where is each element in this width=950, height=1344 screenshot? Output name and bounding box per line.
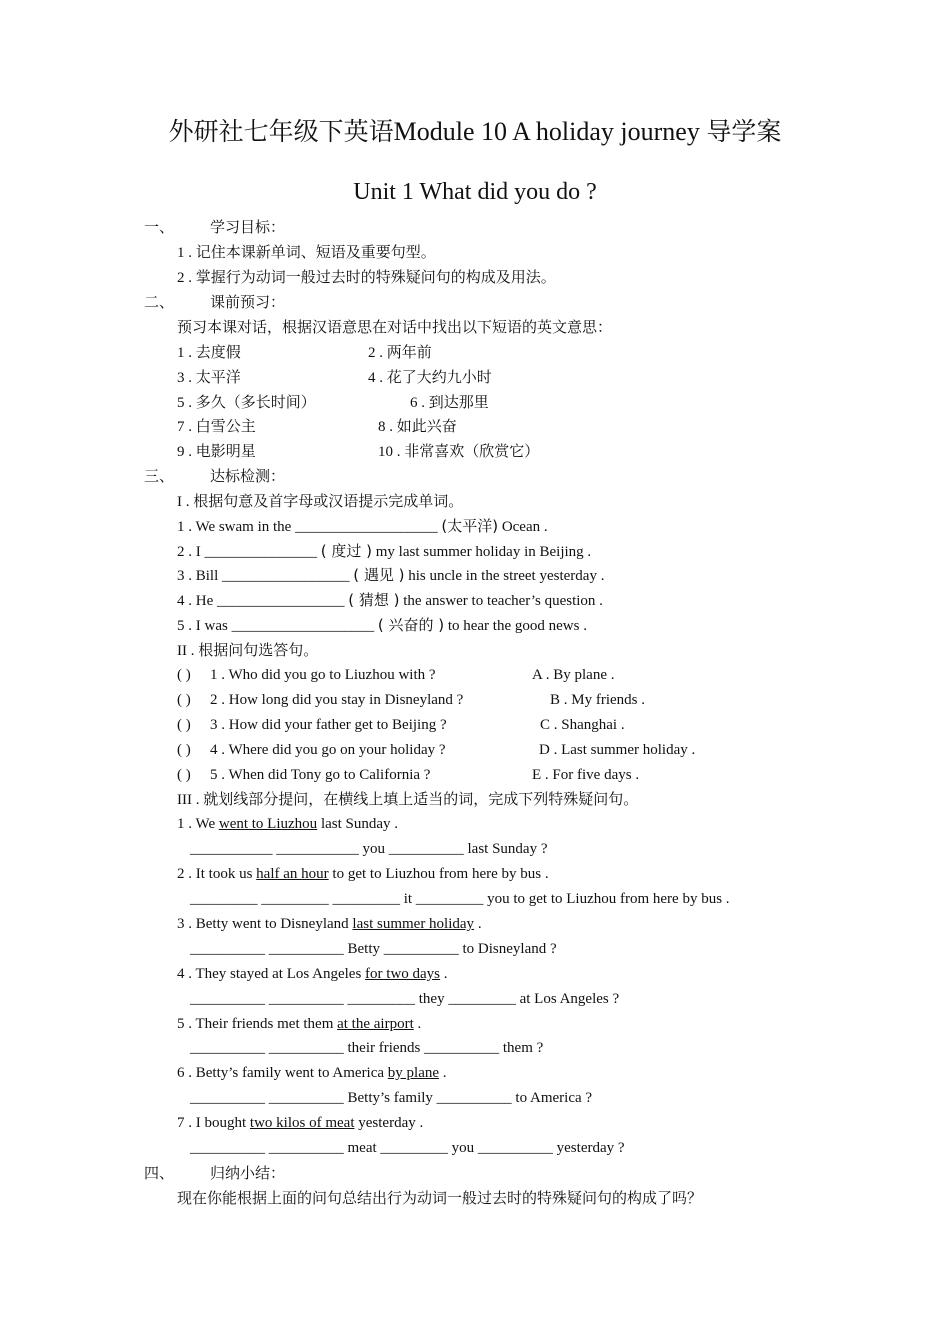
preview-item: 9 . 电影明星 (177, 442, 256, 460)
preview-item: 5 . 多久（多长时间） (177, 393, 316, 411)
rewrite-blank-line: __________ __________ meat _________ you __________ yesterday ? (190, 1140, 625, 1156)
fill-word-item: 5 . I was ___________________ ( 兴奋的 ) to hear the good news . (177, 616, 587, 634)
answer-paren: ( ) (177, 767, 191, 783)
rewrite-blank-line: __________ __________ _________ they _________ at Los Angeles ? (190, 991, 620, 1007)
part2-heading: II . 根据问句选答句。 (177, 641, 319, 659)
section-heading-summary: 四、 归纳小结： (144, 1164, 286, 1182)
summary-question: 现在你能根据上面的问句总结出行为动词一般过去时的特殊疑问句的构成了吗？ (177, 1189, 703, 1207)
title-english: Module 10 A holiday journey (393, 117, 700, 146)
part1-heading: I . 根据句意及首字母或汉语提示完成单词。 (177, 492, 464, 510)
rewrite-blank-line: ___________ ___________ you __________ last Sunday ? (190, 841, 548, 857)
answer-paren: ( ) (177, 742, 191, 758)
rewrite-sentence: 5 . Their friends met them at the airport . (177, 1016, 422, 1032)
match-answer: B . My friends . (550, 692, 645, 708)
match-item (0, 663, 950, 687)
preview-row (0, 340, 950, 364)
preview-item: 6 . 到达那里 (410, 393, 489, 411)
rewrite-blank-line: __________ __________ their friends __________ them ? (190, 1040, 544, 1056)
preview-instruction: 预习本课对话，根据汉语意思在对话中找出以下短语的英文意思： (177, 318, 613, 336)
fill-word-item: 4 . He _________________ ( 猜想 ) the answer to teacher’s question . (177, 591, 603, 609)
preview-item: 7 . 白雪公主 (177, 417, 256, 435)
match-item (0, 688, 950, 712)
unit-subtitle: Unit 1 What did you do ? (353, 179, 597, 205)
match-item (0, 738, 950, 762)
title-chinese-prefix: 外研社七年级下英语 (168, 117, 394, 146)
rewrite-sentence: 6 . Betty’s family went to America by plane . (177, 1065, 447, 1081)
preview-row (0, 390, 950, 414)
match-item (0, 763, 950, 787)
preview-item: 3 . 太平洋 (177, 368, 241, 386)
match-answer: A . By plane . (532, 667, 615, 683)
fill-word-item: 3 . Bill _________________ ( 遇见 ) his uncle in the street yesterday . (177, 566, 605, 584)
match-question: 5 . When did Tony go to California ? (210, 767, 431, 783)
match-answer: E . For five days . (532, 767, 640, 783)
rewrite-sentence: 4 . They stayed at Los Angeles for two days . (177, 966, 448, 982)
preview-item: 4 . 花了大约九小时 (368, 368, 492, 386)
rewrite-blank-line: __________ __________ Betty __________ to Disneyland ? (190, 941, 557, 957)
rewrite-blank-line: _________ _________ _________ it _________ you to get to Liuzhou from here by bus . (190, 891, 730, 907)
preview-item: 1 . 去度假 (177, 343, 241, 361)
rewrite-sentence: 2 . It took us half an hour to get to Liuzhou from here by bus . (177, 866, 549, 882)
preview-item: 8 . 如此兴奋 (378, 417, 457, 435)
rewrite-blank-line: __________ __________ Betty’s family __________ to America ? (190, 1090, 593, 1106)
match-answer: D . Last summer holiday . (539, 742, 696, 758)
preview-row (0, 365, 950, 389)
preview-item: 10 . 非常喜欢（欣赏它） (378, 442, 540, 460)
underlined-phrase: at the airport (337, 1016, 414, 1032)
rewrite-sentence: 1 . We went to Liuzhou last Sunday . (177, 816, 399, 832)
title-chinese-suffix: 导学案 (706, 117, 782, 146)
underlined-phrase: by plane (387, 1065, 440, 1081)
underlined-phrase: last summer holiday (352, 916, 475, 932)
underlined-phrase: went to Liuzhou (218, 816, 318, 832)
section-heading-goals: 一、 学习目标： (144, 218, 286, 236)
preview-item: 2 . 两年前 (368, 343, 432, 361)
rewrite-sentence: 7 . I bought two kilos of meat yesterday . (177, 1115, 424, 1131)
rewrite-sentence: 3 . Betty went to Disneyland last summer holiday . (177, 916, 482, 932)
underlined-phrase: for two days (365, 966, 441, 982)
match-question: 3 . How did your father get to Beijing ? (210, 717, 447, 733)
fill-word-item: 1 . We swam in the ___________________ (太平洋) Ocean . (177, 517, 548, 535)
goal-item: 1 . 记住本课新单词、短语及重要句型。 (177, 243, 436, 261)
match-answer: C . Shanghai . (540, 717, 625, 733)
match-question: 4 . Where did you go on your holiday ? (210, 742, 446, 758)
preview-row (0, 414, 950, 438)
goal-item: 2 . 掌握行为动词一般过去时的特殊疑问句的构成及用法。 (177, 268, 556, 286)
answer-paren: ( ) (177, 692, 191, 708)
section-heading-test: 三、 达标检测： (144, 467, 286, 485)
match-question: 2 . How long did you stay in Disneyland ? (210, 692, 464, 708)
underlined-phrase: two kilos of meat (249, 1115, 355, 1131)
match-question: 1 . Who did you go to Liuzhou with ? (210, 667, 436, 683)
fill-word-item: 2 . I _______________ ( 度过 ) my last summer holiday in Beijing . (177, 542, 592, 560)
section-heading-preview: 二、 课前预习： (144, 293, 286, 311)
answer-paren: ( ) (177, 717, 191, 733)
underlined-phrase: half an hour (256, 866, 329, 882)
document-title (0, 112, 950, 152)
match-item (0, 713, 950, 737)
answer-paren: ( ) (177, 667, 191, 683)
preview-row (0, 439, 950, 463)
part3-heading: III . 就划线部分提问，在横线上填上适当的词，完成下列特殊疑问句。 (177, 790, 639, 808)
